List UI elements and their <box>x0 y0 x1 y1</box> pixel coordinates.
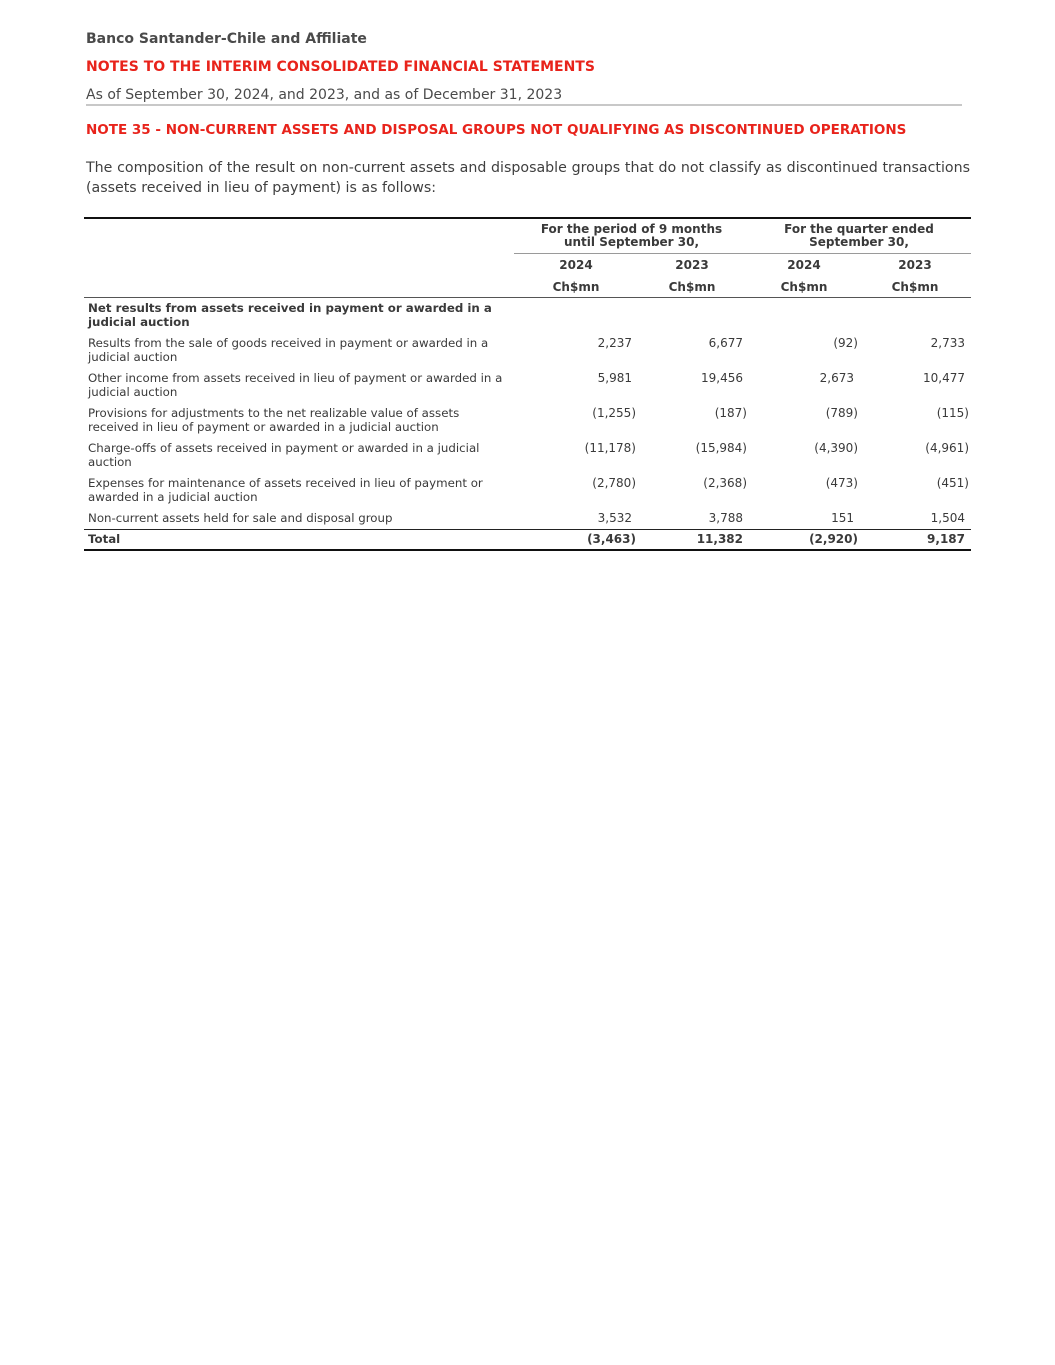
table-cell: (4,390) <box>814 441 858 455</box>
table-cell: 2,733 <box>930 336 965 350</box>
table-cell: 19,456 <box>701 371 743 385</box>
unit-header: Ch$mn <box>668 280 716 294</box>
table-row-label: Results from the sale of goods received in payment or awarded in a judicial auction <box>88 336 489 364</box>
table-cell: (789) <box>825 406 858 420</box>
note-intro: The composition of the result on non-current assets and disposable groups that do not classify as discontinued transactions (assets received in lieu of payment) is as follows: <box>86 160 970 196</box>
table-cell: 6,677 <box>708 336 743 350</box>
total-bottom-rule <box>84 549 971 551</box>
table-cell: (2,368) <box>703 476 747 490</box>
notes-title: NOTES TO THE INTERIM CONSOLIDATED FINANCIAL STATEMENTS <box>86 59 595 75</box>
table-row-label: Expenses for maintenance of assets received in lieu of payment or awarded in a judicial auction <box>88 476 483 504</box>
table-row-label: Provisions for adjustments to the net realizable value of assets received in lieu of payment or awarded in a judicial auction <box>88 406 460 434</box>
group-header-rule <box>514 253 971 254</box>
table-row-label: Non-current assets held for sale and disposal group <box>88 511 393 525</box>
total-cell: 9,187 <box>927 532 965 546</box>
table-cell: 5,981 <box>597 371 632 385</box>
table-cell: 10,477 <box>923 371 965 385</box>
total-top-rule <box>84 529 971 530</box>
table-row-label: Other income from assets received in lieu of payment or awarded in a judicial auction <box>88 371 503 399</box>
table-cell: 3,532 <box>597 511 632 525</box>
total-cell: (2,920) <box>809 532 858 546</box>
company-name: Banco Santander-Chile and Affiliate <box>86 31 367 47</box>
table-cell: (473) <box>825 476 858 490</box>
header-divider <box>86 104 962 106</box>
table-cell: (4,961) <box>925 441 969 455</box>
table-cell: 151 <box>831 511 854 525</box>
table-cell: 3,788 <box>708 511 743 525</box>
table-cell: (15,984) <box>695 441 747 455</box>
note-title: NOTE 35 - NON-CURRENT ASSETS AND DISPOSAL GROUPS NOT QUALIFYING AS DISCONTINUED OPERATIONS <box>86 122 907 138</box>
table-cell: 2,673 <box>819 371 854 385</box>
year-header: 2023 <box>898 258 932 272</box>
group-header-quarter: For the quarter ended September 30, <box>784 222 934 249</box>
table-row-label: Charge-offs of assets received in payment or awarded in a judicial auction <box>88 441 480 469</box>
table-cell: (187) <box>714 406 747 420</box>
unit-header: Ch$mn <box>780 280 828 294</box>
year-header: 2023 <box>675 258 709 272</box>
table-cell: (11,178) <box>584 441 636 455</box>
table-cell: (2,780) <box>592 476 636 490</box>
total-label: Total <box>88 532 121 546</box>
year-header: 2024 <box>787 258 821 272</box>
table-cell: (451) <box>936 476 969 490</box>
group-header-9-months: For the period of 9 months until September 30, <box>540 222 723 249</box>
table-cell: (1,255) <box>592 406 636 420</box>
table-cell: (92) <box>833 336 858 350</box>
total-cell: (3,463) <box>587 532 636 546</box>
table-top-rule <box>84 217 971 219</box>
table-cell: 2,237 <box>597 336 632 350</box>
year-header: 2024 <box>559 258 593 272</box>
table-cell: 1,504 <box>930 511 965 525</box>
header-bottom-rule <box>84 297 971 298</box>
unit-header: Ch$mn <box>891 280 939 294</box>
total-cell: 11,382 <box>696 532 743 546</box>
as-of-date: As of September 30, 2024, and 2023, and as of December 31, 2023 <box>86 87 563 103</box>
section-label: Net results from assets received in payment or awarded in a judicial auction <box>88 301 492 329</box>
unit-header: Ch$mn <box>552 280 600 294</box>
table-cell: (115) <box>936 406 969 420</box>
